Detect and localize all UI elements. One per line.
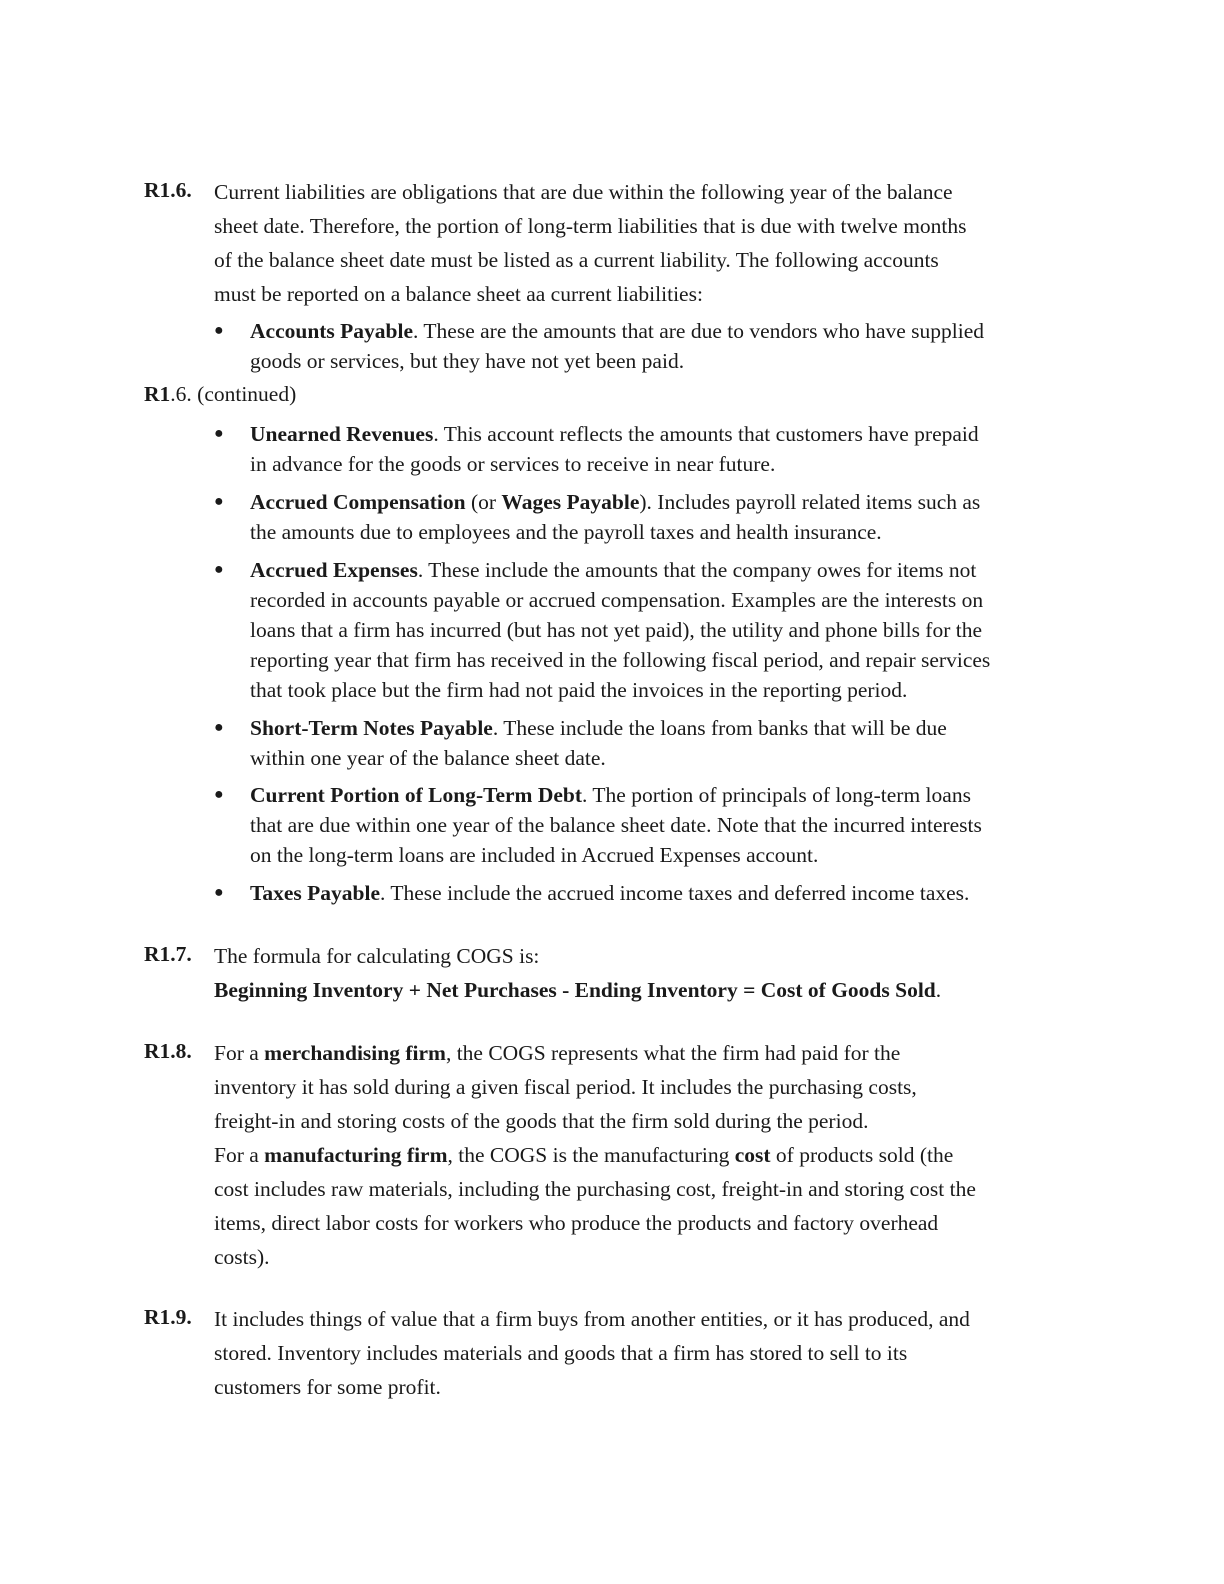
r1-8-line: items, direct labor costs for workers who produce the products and factory overhead xyxy=(214,1211,939,1235)
section-label-r1-9: R1.9. xyxy=(144,1305,192,1329)
term-accrued-compensation: Accrued Compensation xyxy=(250,490,466,514)
r1-9-paragraph xyxy=(214,1302,1084,1404)
bullet-text: ). Includes payroll related items such as xyxy=(639,490,981,514)
term-merchandising-firm: merchandising firm xyxy=(264,1041,446,1065)
r1-8-line: costs). xyxy=(214,1245,270,1269)
r1-9-line: It includes things of value that a firm buys from another entities, or it has produced, and xyxy=(214,1307,970,1331)
bullet-dot: ● xyxy=(214,786,224,803)
r1-6-line: Current liabilities are obligations that are due within the following year of the balance xyxy=(214,180,953,204)
label-bold: R1 xyxy=(144,382,171,406)
bullet-text: within one year of the balance sheet date. xyxy=(250,746,606,770)
r1-8-line: inventory it has sold during a given fiscal period. It includes the purchasing costs, xyxy=(214,1075,917,1099)
term-short-term-notes: Short-Term Notes Payable xyxy=(250,716,493,740)
section-label-r1-7: R1.7. xyxy=(144,942,192,966)
bullet-text: . This account reflects the amounts that customers have prepaid xyxy=(433,422,979,446)
bullet-dot: ● xyxy=(214,884,224,901)
bullet-text: loans that a firm has incurred (but has not yet paid), the utility and phone bills for the xyxy=(250,618,983,642)
term-accrued-expenses: Accrued Expenses xyxy=(250,558,418,582)
term-wages-payable: Wages Payable xyxy=(501,490,640,514)
bullet-text: recorded in accounts payable or accrued compensation. Examples are the interests on xyxy=(250,588,984,612)
section-label-r1-8: R1.8. xyxy=(144,1039,192,1063)
r1-6-line: of the balance sheet date must be listed as a current liability. The following accounts xyxy=(214,248,939,272)
section-label-r1-6: R1.6. xyxy=(144,178,192,202)
text: For a xyxy=(214,1143,265,1167)
r1-7-line: The formula for calculating COGS is: xyxy=(214,944,540,968)
bullet-text: . The portion of principals of long-term loans xyxy=(582,783,971,807)
term-current-portion-ltd: Current Portion of Long-Term Debt xyxy=(250,783,583,807)
term-unearned-revenues: Unearned Revenues xyxy=(250,422,434,446)
term-manufacturing-firm: manufacturing firm xyxy=(264,1143,448,1167)
r1-8-paragraph xyxy=(214,1036,1084,1274)
bullet-dot: ● xyxy=(214,561,224,578)
bullet-text: goods or services, but they have not yet been paid. xyxy=(250,349,685,373)
r1-9-line: stored. Inventory includes materials and goods that a firm has stored to sell to its xyxy=(214,1341,908,1365)
term-accounts-payable: Accounts Payable xyxy=(250,319,414,343)
bullet-text: . These include the accrued income taxes and deferred income taxes. xyxy=(380,881,970,905)
bullet-text: the amounts due to employees and the payroll taxes and health insurance. xyxy=(250,520,882,544)
bullet-dot: ● xyxy=(214,719,224,736)
cogs-formula: Beginning Inventory + Net Purchases - Ending Inventory = Cost of Goods Sold xyxy=(214,978,936,1002)
term-taxes-payable: Taxes Payable xyxy=(250,881,381,905)
bullet-text: . These include the amounts that the company owes for items not xyxy=(417,558,977,582)
r1-9-line: customers for some profit. xyxy=(214,1375,441,1399)
bullet-text: on the long-term loans are included in Accrued Expenses account. xyxy=(250,843,819,867)
r1-6-paragraph xyxy=(214,175,1084,311)
label-rest: .6. (continued) xyxy=(170,382,297,406)
text: , the COGS is the manufacturing xyxy=(447,1143,735,1167)
bullet-text: . These are the amounts that are due to vendors who have supplied xyxy=(413,319,985,343)
bullet-dot: ● xyxy=(214,322,224,339)
term-cost: cost xyxy=(734,1143,771,1167)
bullet-dot: ● xyxy=(214,493,224,510)
text: of products sold (the xyxy=(770,1143,954,1167)
formula-period: . xyxy=(935,978,942,1002)
bullet-text: that are due within one year of the balance sheet date. Note that the incurred interests xyxy=(250,813,982,837)
r1-7-paragraph xyxy=(214,939,1084,1007)
text: For a xyxy=(214,1041,265,1065)
r1-6-line: must be reported on a balance sheet aa current liabilities: xyxy=(214,282,703,306)
bullet-text: . These include the loans from banks that will be due xyxy=(492,716,947,740)
r1-8-line: cost includes raw materials, including the purchasing cost, freight-in and storing cost the xyxy=(214,1177,976,1201)
bullet-text: that took place but the firm had not paid the invoices in the reporting period. xyxy=(250,678,908,702)
bullet-text: reporting year that firm has received in the following fiscal period, and repair services xyxy=(250,648,991,672)
bullet-text: in advance for the goods or services to receive in near future. xyxy=(250,452,776,476)
r1-6-line: sheet date. Therefore, the portion of long-term liabilities that is due with twelve months xyxy=(214,214,967,238)
r1-8-line: freight-in and storing costs of the goods that the firm sold during the period. xyxy=(214,1109,869,1133)
bullet-dot: ● xyxy=(214,425,224,442)
section-label-r1-6-continued xyxy=(144,382,296,407)
text: , the COGS represents what the firm had paid for the xyxy=(445,1041,901,1065)
bullet-text: (or xyxy=(465,490,502,514)
